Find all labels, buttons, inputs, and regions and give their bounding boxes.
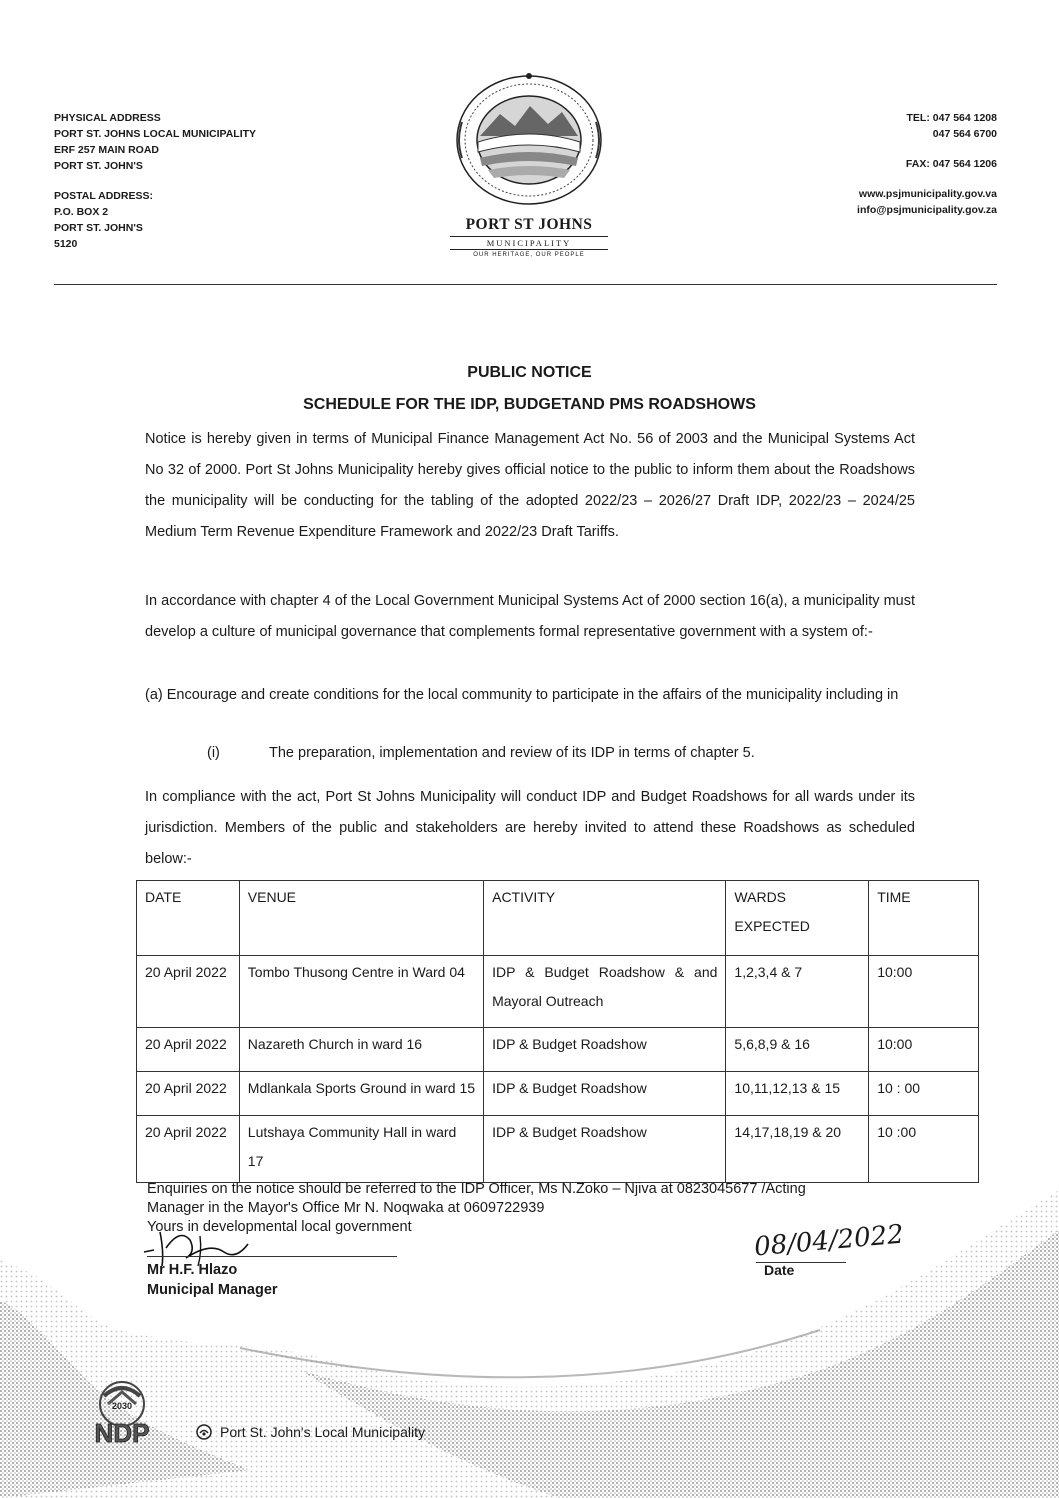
- physical-address: [54, 110, 314, 174]
- cell-time: 10 :00: [869, 1116, 979, 1183]
- notice-subtitle: SCHEDULE FOR THE IDP, BUDGETAND PMS ROADSHOWS: [303, 396, 756, 413]
- closing-line: Yours in developmental local government: [147, 1219, 412, 1235]
- letterhead-divider: [54, 284, 997, 285]
- table-header-row: [137, 881, 979, 956]
- logo-year: 2030: [111, 1401, 133, 1411]
- table-row: [137, 1028, 979, 1072]
- physical-address-heading: PHYSICAL ADDRESS: [54, 112, 161, 124]
- cell-date: 20 April 2022: [137, 1072, 240, 1116]
- cell-date: 20 April 2022: [137, 1116, 240, 1183]
- footer-text: Port St. John's Local Municipality: [220, 1424, 425, 1440]
- cell-venue: Mdlankala Sports Ground in ward 15: [239, 1072, 483, 1116]
- cell-venue: Tombo Thusong Centre in Ward 04: [239, 956, 483, 1028]
- footer: [196, 1424, 425, 1440]
- signatory: [147, 1260, 278, 1300]
- column-header-wards: [726, 881, 869, 956]
- signature-line: [147, 1256, 397, 1257]
- postal-address-line: 5120: [54, 238, 78, 250]
- cell-activity: IDP & Budget Roadshow & and Mayoral Outreach: [484, 956, 726, 1028]
- notice-paragraph-4: In compliance with the act, Port St Johns Municipality will conduct IDP and Budget Roadshows for all wards under its jurisdiction. Members of the public and stakeholders are hereby invited to attend these Roadshows as scheduled below:-: [145, 789, 915, 867]
- table-row: [137, 1116, 979, 1183]
- physical-address-line: ERF 257 MAIN ROAD: [54, 144, 160, 156]
- cell-time: 10:00: [869, 956, 979, 1028]
- municipality-badge-icon: [196, 1424, 212, 1440]
- municipality-crest: [440, 62, 618, 262]
- column-header-time: TIME: [869, 881, 979, 956]
- notice-title: PUBLIC NOTICE: [467, 364, 592, 381]
- telephone-2: 047 564 6700: [932, 128, 997, 140]
- physical-address-line: PORT ST. JOHNS LOCAL MUNICIPALITY: [54, 128, 257, 140]
- list-item: [207, 745, 755, 761]
- cell-venue: Nazareth Church in ward 16: [239, 1028, 483, 1072]
- contact-block: [757, 110, 997, 218]
- wards-header-line: EXPECTED: [734, 918, 810, 934]
- column-header-activity: ACTIVITY: [484, 881, 726, 956]
- cell-activity: IDP & Budget Roadshow: [484, 1116, 726, 1183]
- cell-wards: 14,17,18,19 & 20: [726, 1116, 869, 1183]
- handwritten-date: 08/04/2022: [752, 1219, 905, 1263]
- notice-paragraph-3: (a) Encourage and create conditions for the local community to participate in the affairs of the municipality including in: [145, 687, 899, 703]
- list-item-number: (i): [207, 745, 220, 761]
- cell-venue: Lutshaya Community Hall in ward 17: [239, 1116, 483, 1183]
- address-block: [54, 110, 314, 266]
- crest-motto: OUR HERITAGE, OUR PEOPLE: [473, 252, 585, 258]
- postal-address: [54, 188, 314, 252]
- signatory-title: Municipal Manager: [147, 1282, 278, 1298]
- roadshow-schedule-table: [136, 880, 979, 1183]
- cell-activity: IDP & Budget Roadshow: [484, 1028, 726, 1072]
- physical-address-line: PORT ST. JOHN'S: [54, 160, 143, 172]
- wards-header-line: WARDS: [734, 889, 787, 905]
- cell-time: 10:00: [869, 1028, 979, 1072]
- cell-activity: IDP & Budget Roadshow: [484, 1072, 726, 1116]
- list-item-text: The preparation, implementation and review of its IDP in terms of chapter 5.: [269, 745, 755, 761]
- cell-date: 20 April 2022: [137, 1028, 240, 1072]
- email-address: info@psjmunicipality.gov.za: [857, 204, 997, 216]
- crest-title: PORT ST JOHNS: [465, 216, 593, 233]
- crest-emblem-icon: [440, 62, 618, 212]
- column-header-date: DATE: [137, 881, 240, 956]
- date-label: Date: [764, 1262, 795, 1278]
- notice-paragraph-1: Notice is hereby given in terms of Municipal Finance Management Act No. 56 of 2003 and the Municipal Systems Act No 32 of 2000. Port St Johns Municipality hereby gives official notice to the public to inform them about the Roadshows the municipality will be conducting for the tabling of the adopted 2022/23 – 2026/27 Draft IDP, 2022/23 – 2024/25 Medium Term Revenue Expenditure Framework and 2022/23 Draft Tariffs.: [145, 431, 915, 540]
- postal-address-line: P.O. BOX 2: [54, 206, 109, 218]
- cell-time: 10 : 00: [869, 1072, 979, 1116]
- fax-number: FAX: 047 564 1206: [905, 158, 997, 170]
- column-header-venue: VENUE: [239, 881, 483, 956]
- ndp-2030-logo-icon: [86, 1374, 166, 1454]
- logo-text: NDP: [94, 1418, 150, 1448]
- table-row: [137, 956, 979, 1028]
- crest-subtitle: MUNICIPALITY: [450, 236, 608, 250]
- enquiries-line: Manager in the Mayor's Office Mr N. Noqwaka at 0609722939: [147, 1200, 545, 1216]
- notice-paragraph-2: In accordance with chapter 4 of the Local Government Municipal Systems Act of 2000 section 16(a), a municipality must develop a culture of municipal governance that complements formal representative government with a system of:-: [145, 593, 915, 640]
- cell-wards: 1,2,3,4 & 7: [726, 956, 869, 1028]
- cell-wards: 5,6,8,9 & 16: [726, 1028, 869, 1072]
- cell-date: 20 April 2022: [137, 956, 240, 1028]
- enquiries-line: Enquiries on the notice should be referred to the IDP Officer, Ms N.Zoko – Njiva at 0823045677 /Acting: [147, 1181, 806, 1197]
- telephone-1: TEL: 047 564 1208: [906, 112, 997, 124]
- postal-address-line: PORT ST. JOHN'S: [54, 222, 143, 234]
- signatory-name: Mr H.F. Hlazo: [147, 1262, 238, 1278]
- postal-address-heading: POSTAL ADDRESS:: [54, 190, 153, 202]
- cell-wards: 10,11,12,13 & 15: [726, 1072, 869, 1116]
- website: www.psjmunicipality.gov.va: [858, 188, 997, 200]
- table-row: [137, 1072, 979, 1116]
